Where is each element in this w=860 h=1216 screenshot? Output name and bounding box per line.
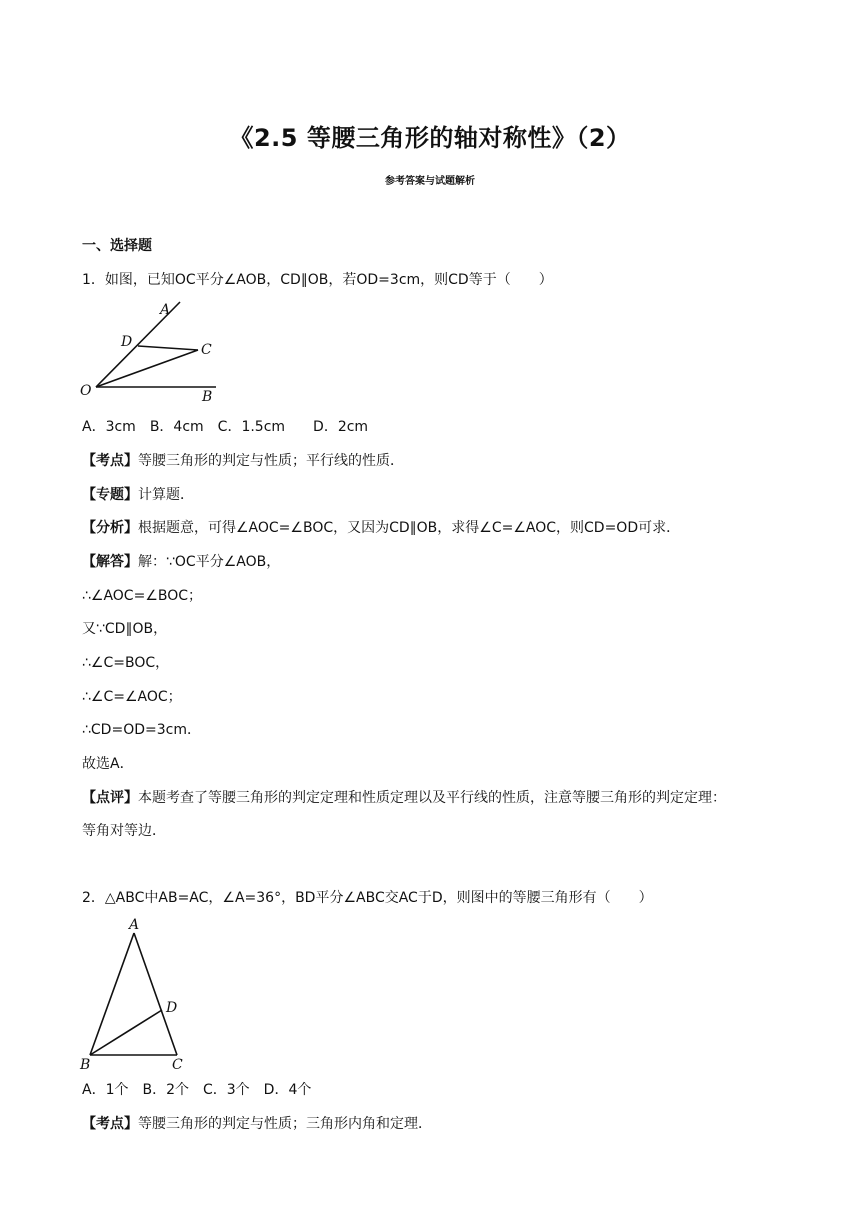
question-2-stem: 2．△ABC中AB=AC，∠A=36°，BD平分∠ABC交AC于D，则图中的等腰三角形有（ ） xyxy=(82,890,653,906)
label-c: C xyxy=(172,1057,183,1073)
label-d: D xyxy=(166,1000,178,1016)
fenxi-text: 根据题意，可得∠AOC=∠BOC，又因为CD∥OB，求得∠C=∠AOC，则CD=OD可求． xyxy=(138,520,681,536)
jieda-tag: 【解答】 xyxy=(82,554,138,570)
label-d: D xyxy=(121,334,133,350)
question-1-jieda xyxy=(82,553,280,571)
label-c: C xyxy=(201,342,212,358)
solution-step: ∴∠C=BOC， xyxy=(82,655,170,671)
side-ab xyxy=(90,933,134,1055)
solution-step: ∴∠C=∠AOC； xyxy=(82,689,182,705)
solution-step: 故选A． xyxy=(82,756,134,772)
question-1-figure xyxy=(78,300,223,405)
question-1-options: A．3cm B．4cm C．1.5cm D．2cm xyxy=(82,419,369,435)
segment-oc xyxy=(96,350,198,387)
segment-bd xyxy=(90,1010,162,1055)
kaodian-text: 等腰三角形的判定与性质；三角形内角和定理． xyxy=(138,1116,432,1132)
question-2-options: A．1个 B．2个 C．3个 D．4个 xyxy=(82,1082,312,1098)
label-b: B xyxy=(202,389,213,405)
question-1-fenxi xyxy=(82,519,680,537)
zhuanti-tag: 【专题】 xyxy=(82,487,138,503)
question-2-kaodian xyxy=(82,1115,432,1133)
segment-dc xyxy=(138,346,198,350)
solution-step: ∴CD=OD=3cm． xyxy=(82,722,201,738)
label-o: O xyxy=(80,383,92,399)
fenxi-tag: 【分析】 xyxy=(82,520,138,536)
jieda-text: 解：∵OC平分∠AOB， xyxy=(138,554,281,570)
solution-step: ∴∠AOC=∠BOC； xyxy=(82,588,203,604)
side-ac xyxy=(134,933,177,1055)
zhuanti-text: 计算题． xyxy=(138,487,194,503)
label-b: B xyxy=(80,1057,91,1073)
question-1-zhuanti xyxy=(82,486,194,504)
kaodian-text: 等腰三角形的判定与性质；平行线的性质． xyxy=(138,453,404,469)
dianping-text: 本题考查了等腰三角形的判定定理和性质定理以及平行线的性质，注意等腰三角形的判定定理： xyxy=(138,790,726,806)
section-heading: 一、选择题 xyxy=(82,238,152,254)
question-2-figure xyxy=(78,915,188,1075)
page-title: 《2.5 等腰三角形的轴对称性》（2） xyxy=(229,124,631,152)
question-1-stem: 1．如图，已知OC平分∠AOB，CD∥OB，若OD=3cm，则CD等于（ ） xyxy=(82,272,553,288)
solution-step: 又∵CD∥OB， xyxy=(82,621,168,637)
question-1-dianping-cont: 等角对等边． xyxy=(82,823,166,839)
question-1-dianping xyxy=(82,789,726,807)
question-1-kaodian xyxy=(82,452,404,470)
kaodian-tag: 【考点】 xyxy=(82,1116,138,1132)
label-a: A xyxy=(129,917,140,933)
label-a: A xyxy=(160,302,171,318)
dianping-tag: 【点评】 xyxy=(82,790,138,806)
page-subtitle: 参考答案与试题解析 xyxy=(385,176,475,187)
kaodian-tag: 【考点】 xyxy=(82,453,138,469)
